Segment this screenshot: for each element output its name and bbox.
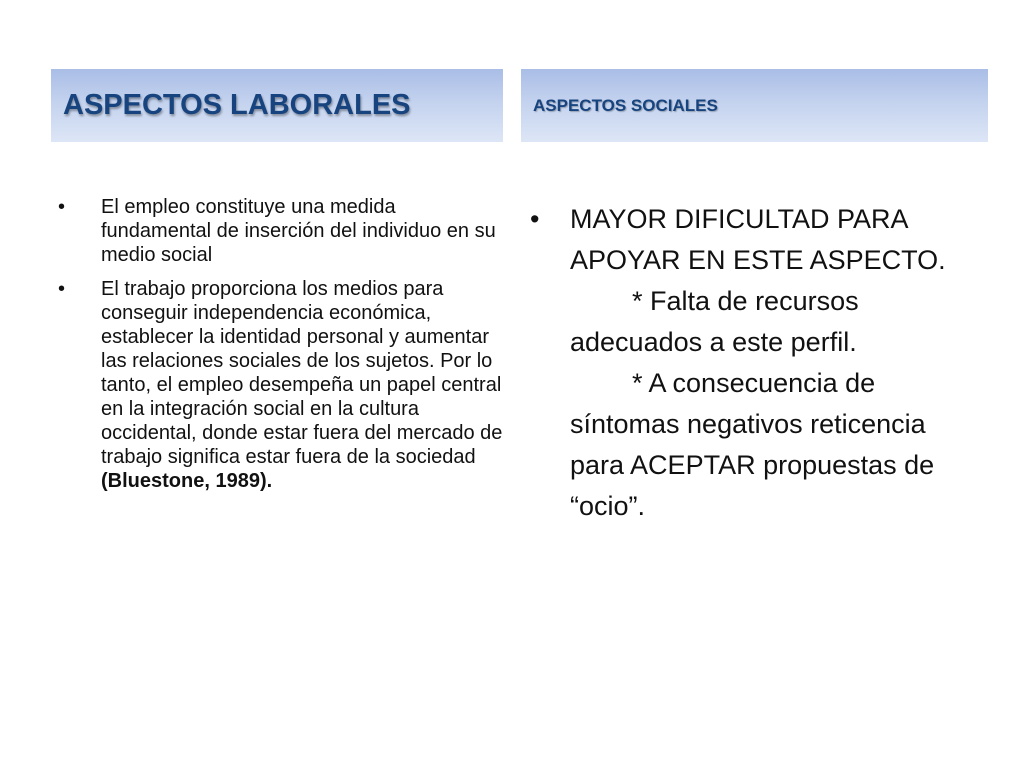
- sub-point-consequence: * A consecuencia de: [632, 368, 876, 398]
- left-bullet-list: [58, 195, 503, 493]
- sub-point-resources-cont: adecuados a este perfil.: [570, 327, 857, 357]
- list-item: [58, 195, 503, 267]
- right-bullet-list: [530, 199, 975, 527]
- sub-point-resources: * Falta de recursos: [632, 286, 859, 316]
- header-sociales: [521, 69, 988, 142]
- citation: (Bluestone, 1989).: [101, 470, 273, 492]
- left-column: [58, 195, 503, 503]
- bullet-icon: •: [530, 204, 540, 234]
- title-aspectos-laborales: ASPECTOS LABORALES: [63, 89, 411, 121]
- bullet-icon: •: [58, 196, 66, 218]
- right-column: [530, 199, 975, 527]
- list-item: [58, 277, 503, 493]
- list-item-heading: MAYOR DIFICULTAD PARA APOYAR EN ESTE ASPECTO.: [570, 204, 946, 275]
- bullet-icon: •: [58, 278, 66, 300]
- list-item: [530, 199, 975, 527]
- title-aspectos-sociales: ASPECTOS SOCIALES: [533, 95, 718, 115]
- header-laborales: [51, 69, 503, 142]
- list-item-text: El empleo constituye una medida fundamental de inserción del individuo en su medio social: [101, 196, 496, 266]
- list-item-text: El trabajo proporciona los medios para conseguir independencia económica, establecer la identidad personal y aumentar las relaciones sociales de los sujetos. Por lo tanto, el empleo desempeña un papel central en la integración social en la cultura occidental, donde estar fuera del mercado de trabajo significa estar fuera de la sociedad: [101, 278, 503, 468]
- sub-point-consequence-cont: síntomas negativos reticencia para ACEPTAR propuestas de “ocio”.: [570, 409, 935, 521]
